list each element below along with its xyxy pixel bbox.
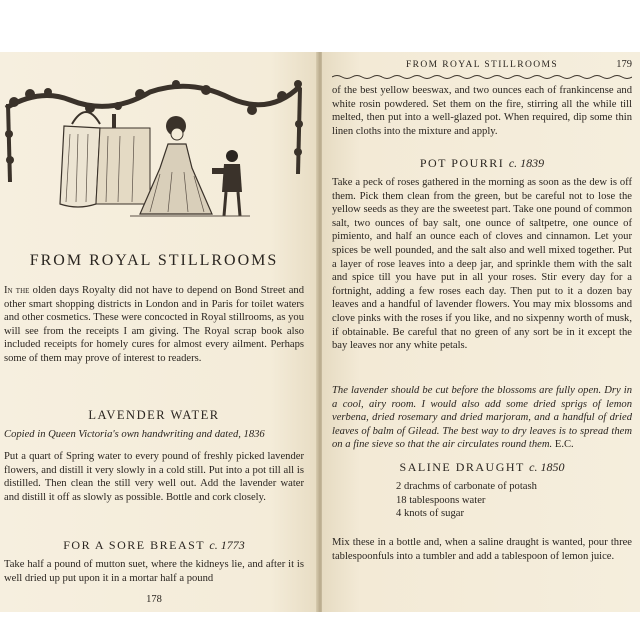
intro-lead: In the xyxy=(4,285,30,296)
potpourri-text: Take a peck of roses gathered in the morning as soon as the dew is off them. Pick them clean from the green, but be careful not to lose the yellow seeds as they are the sweetest part. Take one pound of common salt, two ounces of bay salt, one ounce of saltpetre, one ounce of pimiento, and half an ounce each of cloves and cinnamon. Let your spices be well pounded, and the salt also and well mixed together. Put a layer of rose leaves into a deep jar, and sprinkle them with the salt and spice till you have put in all your roses. Stir every day for a fortnight, adding a few roses each day. Then put to it a dozen bay leaves and a handful of lavender flowers. You may mix blossoms and clove pinks with the roses if you like, and no sixpenny worth of musk, if obtainable. Be careful that no green of any sort be in it except the bay leaves nor any white petals. xyxy=(332,177,632,352)
potpourri-initials: E.C. xyxy=(554,439,574,451)
breast-date: c. 1773 xyxy=(209,538,245,552)
lavender-text: Put a quart of Spring water to every pound of freshly picked lavender flowers, and distill it very slowly in a cold still. Put into a pot till all is distilled. Then clean the still very well out. Add the lavender water and distill it off as slowly as possible. Bottle and cork closely. xyxy=(4,451,304,503)
left-page xyxy=(0,52,318,612)
breast-heading xyxy=(4,538,304,553)
vignette-royal-toilette xyxy=(0,64,318,222)
right-page-number: 179 xyxy=(616,59,632,70)
ingredient-item: 2 drachms of carbonate of potash xyxy=(396,481,537,492)
left-page-number: 178 xyxy=(146,594,162,605)
potpourri-heading xyxy=(332,156,632,171)
saline-heading xyxy=(332,460,632,475)
intro-text: olden days Royalty did not have to depend on Bond Street and other smart shopping districts in London and in Paris for toilet waters and other cosmetics. These were concocted in Royal stillrooms, as you will see from the receipts I am giving. The Royal scrap book also included receipts for homely cures for almost every ailment. Perhaps some of them may prove of interest to readers. xyxy=(4,285,304,364)
chapter-title: FROM ROYAL STILLROOMS xyxy=(29,252,279,269)
running-head: FROM ROYAL STILLROOMS xyxy=(405,60,559,70)
intro-paragraph xyxy=(4,284,304,366)
wavy-rule xyxy=(332,74,632,80)
potpourri-note xyxy=(332,384,632,452)
continued-text: of the best yellow beeswax, and two ounces each of frankincense and white rosin powdered. Set them on the fire, stirring all the while till melted, then put into a well-glazed pot. When required, dip some thin linen cloths into the mixture and apply. xyxy=(332,85,632,137)
potpourri-note-text: The lavender should be cut before the blossoms are fully open. Dry in a cool, airy room. I would also add some dried sprigs of lemon verbena, dried rosemary and dried marjoram, and a handful of dried leaves of balm of Gilead. The best way to dry leaves is to spread them on a fine sieve so that the air circulates round them. xyxy=(332,385,632,451)
book-spread xyxy=(0,52,640,612)
lavender-note: Copied in Queen Victoria's own handwriting and dated, 1836 xyxy=(4,429,265,440)
potpourri-title: POT POURRI xyxy=(419,156,505,170)
breast-text: Take half a pound of mutton suet, where the kidneys lie, and after it is well dried up put upon it in a mortar half a pound xyxy=(4,559,304,584)
ingredient-item: 4 knots of sugar xyxy=(396,508,464,520)
ingredient-list xyxy=(396,480,537,521)
saline-title: SALINE DRAUGHT xyxy=(399,460,525,474)
lavender-title: LAVENDER WATER xyxy=(88,408,220,422)
saline-text: Mix these in a bottle and, when a saline draught is wanted, pour three tablespoonfuls into a tumbler and add a tablespoon of lemon juice. xyxy=(332,537,632,562)
saline-date: c. 1850 xyxy=(529,460,565,474)
ingredient-item: 18 tablespoons water xyxy=(396,494,486,506)
potpourri-date: c. 1839 xyxy=(508,156,545,170)
breast-title: FOR A SORE BREAST xyxy=(63,538,205,552)
right-page xyxy=(322,52,640,612)
